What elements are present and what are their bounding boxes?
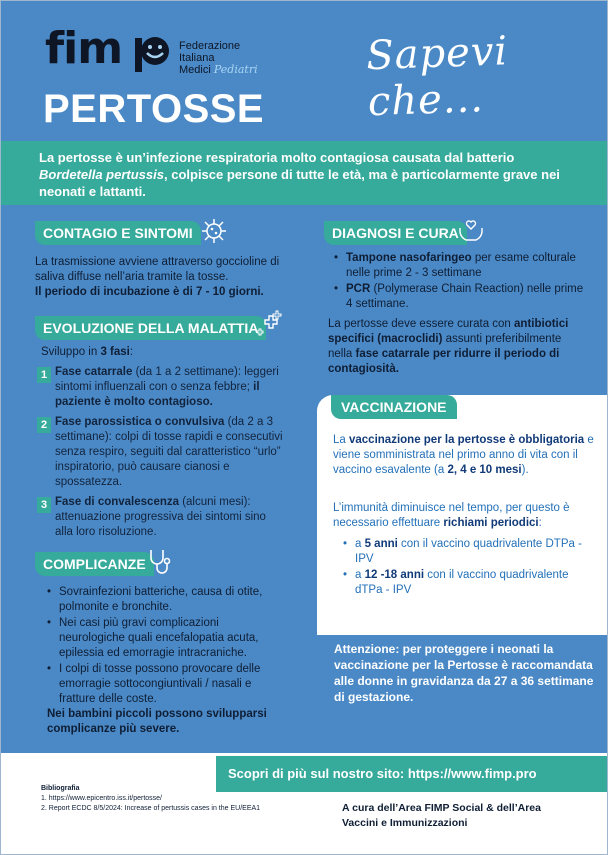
phase-step: 1 Fase catarrale (da 1 a 2 settimane): leggeri sintomi influenzali con o senza febbre; il paziente è molto contagioso.: [37, 365, 285, 410]
medical-cross-icon: [257, 309, 285, 337]
phase-step: 3 Fase di convalescenza (alcuni mesi): attenuazione progressiva dei sintomi sino alla loro risoluzione.: [37, 495, 285, 540]
contagio-heading: CONTAGIO E SINTOMI: [35, 221, 201, 245]
care-hands-icon: [457, 217, 485, 245]
site-link-bar[interactable]: Scopri di più sul nostro sito: https://www.fimp.pro: [216, 756, 608, 792]
phase-step: 2 Fase parossistica o convulsiva (da 2 a 3 settimane): colpi di tosse rapidi e consecutivi senza respiro, seguiti dal caratteristico “urlo” inspiratorio, può causare cianosi e spossatezza.: [37, 415, 285, 490]
stethoscope-icon: [147, 547, 171, 575]
evoluzione-heading: EVOLUZIONE DELLA MALATTIA: [35, 316, 266, 340]
list-item: • I colpi di tosse possono provocare delle emorragie sottocongiuntivali / nasali e fratture delle coste.: [47, 662, 287, 707]
vaccinazione-p1: La vaccinazione per la pertosse è obbligatoria e viene somministrata nel primo anno di vita con il vaccino esavalente (a 2, 4 e 10 mesi).: [333, 434, 594, 476]
script-heading: Sapevi che...: [365, 28, 509, 126]
richiami-list: [343, 537, 583, 599]
evoluzione-lead: Sviluppo in 3 fasi:: [41, 346, 134, 358]
list-item: • Sovrainfezioni batteriche, causa di otite, polmonite e bronchite.: [47, 585, 287, 615]
virus-icon: [200, 217, 228, 245]
attenzione-note: Attenzione: per proteggere i neonati la vaccinazione per la Pertosse è raccomandata alle donne in gravidanza da 27 a 36 settimane di gestazione.: [334, 642, 594, 704]
bibliography: Bibliografia 1. https://www.epicentro.iss.it/pertosse/ 2. Report ECDC 8/5/2024: Increase of pertussis cases in the EU/EEA1: [41, 785, 261, 812]
diagnosi-cura: La pertosse deve essere curata con antibiotici specifici (macroclidi) assunti preferibilmente nella fase catarrale per ridurre il periodo di contagiosità.: [328, 318, 569, 375]
vaccinazione-heading: VACCINAZIONE: [331, 395, 457, 419]
list-item: • Nei casi più gravi complicazioni neurologiche quali encefalopatia acuta, epilessia ed emorragie intracraniche.: [47, 616, 287, 661]
fimp-logo-text: fim: [45, 23, 123, 74]
list-item: • PCR (Polymerase Chain Reaction) nelle prime 4 settimane.: [334, 282, 589, 312]
list-item: • a 5 anni con il vaccino quadrivalente DTPa - IPV: [343, 537, 583, 567]
federation-name: Federazione Italiana Medici Pediatri: [179, 40, 258, 76]
diagnosi-list: [334, 251, 589, 313]
contagio-text: La trasmissione avviene attraverso goccioline di saliva diffuse nell’aria tramite la tosse. Il periodo di incubazione è di 7 - 10 giorni.: [35, 256, 280, 298]
fimp-smile-icon: [134, 34, 172, 74]
list-item: • a 12 -18 anni con il vaccino quadrivalente dTPa - IPV: [343, 568, 583, 598]
content-area: [1, 205, 608, 753]
diagnosi-heading: DIAGNOSI E CURA: [324, 221, 467, 245]
page-title: PERTOSSE: [43, 87, 265, 131]
vaccinazione-p2: L’immunità diminuisce nel tempo, per questo è necessario effettuare richiami periodici:: [333, 502, 570, 529]
intro-banner: La pertosse è un’infezione respiratoria molto contagiosa causata dal batterio Bordetella pertussis, colpisce persone di tutte le età, ma è particolarmente grave nei neonati e lattanti.: [1, 141, 608, 205]
header: [1, 1, 608, 141]
vaccinazione-panel: [317, 395, 607, 635]
complicanze-list: [47, 585, 287, 708]
complicanze-note: Nei bambini piccoli possono svilupparsi complicanze più severe.: [47, 708, 267, 735]
bibliography-link[interactable]: 1. https://www.epicentro.iss.it/pertosse/: [41, 795, 162, 802]
list-item: • Tampone nasofaringeo per esame colturale nelle prime 2 - 3 settimane: [334, 251, 589, 281]
complicanze-heading: COMPLICANZE: [35, 552, 154, 576]
credits: A cura dell’Area FIMP Social & dell’Area Vaccini e Immunizzazioni: [342, 802, 541, 829]
